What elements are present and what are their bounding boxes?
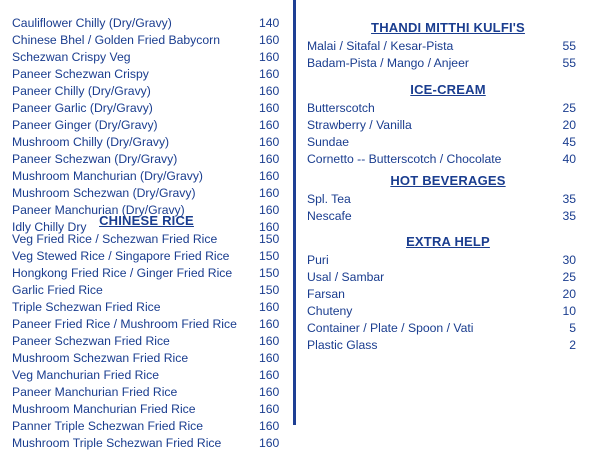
item-name: Mushroom Manchurian (Dry/Gravy) — [12, 169, 203, 183]
item-name: Usal / Sambar — [307, 270, 385, 284]
item-name: Paneer Schezwan Fried Rice — [12, 334, 170, 348]
section-heading: CHINESE RICE — [99, 213, 194, 228]
menu-item — [0, 49, 293, 66]
item-price: 150 — [259, 232, 280, 246]
item-price: 150 — [259, 249, 280, 263]
item-price: 160 — [259, 84, 280, 98]
item-price: 30 — [562, 253, 576, 267]
item-name: Spl. Tea — [307, 192, 351, 206]
chinese-rice-section — [0, 211, 293, 452]
item-name: Mushroom Schezwan (Dry/Gravy) — [12, 186, 196, 200]
item-price: 35 — [562, 192, 576, 206]
item-price: 140 — [259, 16, 280, 30]
menu-item — [0, 100, 293, 117]
section-heading: EXTRA HELP — [406, 234, 490, 249]
item-price: 35 — [562, 209, 576, 223]
menu-item — [296, 303, 600, 320]
item-name: Chuteny — [307, 304, 353, 318]
kulfi-section — [296, 18, 600, 72]
item-price: 160 — [259, 368, 280, 382]
item-name: Idly Chilly Dry — [12, 220, 87, 234]
menu-item — [296, 117, 600, 134]
item-price: 150 — [259, 283, 280, 297]
menu-item — [0, 231, 293, 248]
menu-item — [0, 299, 293, 316]
item-price: 160 — [259, 203, 280, 217]
item-price: 160 — [259, 169, 280, 183]
item-name: Mushroom Chilly (Dry/Gravy) — [12, 135, 170, 149]
menu-item — [0, 32, 293, 49]
item-price: 160 — [259, 385, 280, 399]
item-price: 160 — [259, 67, 280, 81]
menu-item — [0, 168, 293, 185]
item-name: Mushroom Manchurian Fried Rice — [12, 402, 196, 416]
item-name: Garlic Fried Rice — [12, 283, 103, 297]
item-price: 160 — [259, 317, 280, 331]
item-price: 160 — [259, 402, 280, 416]
item-price: 55 — [562, 39, 576, 53]
menu-item — [296, 191, 600, 208]
menu-item — [296, 337, 600, 354]
menu-item — [0, 15, 293, 32]
item-name: Hongkong Fried Rice / Ginger Fried Rice — [12, 266, 233, 280]
menu-item — [0, 83, 293, 100]
menu-item — [0, 384, 293, 401]
item-name: Panner Triple Schezwan Fried Rice — [12, 419, 204, 433]
item-name: Veg Fried Rice / Schezwan Fried Rice — [12, 232, 218, 246]
menu-item — [296, 134, 600, 151]
item-name: Malai / Sitafal / Kesar-Pista — [307, 39, 454, 53]
item-price: 25 — [562, 101, 576, 115]
chinese-starters-section — [0, 15, 293, 236]
item-name: Container / Plate / Spoon / Vati — [307, 321, 474, 335]
menu-item — [0, 401, 293, 418]
item-name: Paneer Ginger (Dry/Gravy) — [12, 118, 158, 132]
item-price: 20 — [562, 287, 576, 301]
item-price: 160 — [259, 419, 280, 433]
item-name: Paneer Schezwan (Dry/Gravy) — [12, 152, 178, 166]
item-price: 160 — [259, 334, 280, 348]
item-price: 160 — [259, 101, 280, 115]
item-name: Sundae — [307, 135, 350, 149]
menu-item — [0, 418, 293, 435]
menu-item — [296, 208, 600, 225]
menu-item — [0, 248, 293, 265]
item-name: Butterscotch — [307, 101, 375, 115]
item-price: 25 — [562, 270, 576, 284]
item-name: Paneer Fried Rice / Mushroom Fried Rice — [12, 317, 237, 331]
item-price: 10 — [562, 304, 576, 318]
ice-cream-section — [296, 80, 600, 168]
menu-item — [0, 350, 293, 367]
item-name: Paneer Chilly (Dry/Gravy) — [12, 84, 151, 98]
hot-beverages-section — [296, 171, 600, 225]
item-name: Veg Stewed Rice / Singapore Fried Rice — [12, 249, 230, 263]
item-name: Farsan — [307, 287, 345, 301]
item-price: 160 — [259, 186, 280, 200]
item-price: 45 — [562, 135, 576, 149]
item-name: Schezwan Crispy Veg — [12, 50, 131, 64]
menu-item — [0, 333, 293, 350]
item-price: 160 — [259, 152, 280, 166]
section-heading: ICE-CREAM — [410, 82, 486, 97]
item-name: Veg Manchurian Fried Rice — [12, 368, 159, 382]
item-price: 160 — [259, 220, 280, 234]
item-name: Paneer Manchurian (Dry/Gravy) — [12, 203, 185, 217]
menu-item — [296, 55, 600, 72]
item-price: 55 — [562, 56, 576, 70]
item-name: Triple Schezwan Fried Rice — [12, 300, 161, 314]
menu-item — [0, 134, 293, 151]
item-price: 150 — [259, 266, 280, 280]
item-name: Mushroom Triple Schezwan Fried Rice — [12, 436, 222, 450]
item-price: 160 — [259, 300, 280, 314]
menu-item — [296, 151, 600, 168]
item-price: 160 — [259, 118, 280, 132]
menu-item — [296, 38, 600, 55]
item-name: Badam-Pista / Mango / Anjeer — [307, 56, 469, 70]
item-name: Mushroom Schezwan Fried Rice — [12, 351, 189, 365]
item-price: 160 — [259, 351, 280, 365]
item-name: Plastic Glass — [307, 338, 378, 352]
menu-item — [296, 252, 600, 269]
item-price: 160 — [259, 436, 280, 450]
menu-item — [0, 367, 293, 384]
menu-item — [0, 185, 293, 202]
item-price: 160 — [259, 135, 280, 149]
section-heading: HOT BEVERAGES — [390, 173, 506, 188]
section-heading: THANDI MITTHI KULFI'S — [371, 20, 525, 35]
item-price: 5 — [569, 321, 576, 335]
item-name: Cauliflower Chilly (Dry/Gravy) — [12, 16, 172, 30]
extra-help-section — [296, 232, 600, 354]
menu-item — [296, 320, 600, 337]
item-name: Strawberry / Vanilla — [307, 118, 412, 132]
item-price: 40 — [562, 152, 576, 166]
item-price: 2 — [569, 338, 576, 352]
item-name: Cornetto -- Butterscotch / Chocolate — [307, 152, 502, 166]
menu-item — [296, 286, 600, 303]
menu-item — [0, 316, 293, 333]
item-name: Paneer Garlic (Dry/Gravy) — [12, 101, 153, 115]
item-price: 20 — [562, 118, 576, 132]
menu-item — [0, 151, 293, 168]
item-name: Paneer Schezwan Crispy — [12, 67, 149, 81]
item-name: Paneer Manchurian Fried Rice — [12, 385, 178, 399]
item-name: Nescafe — [307, 209, 352, 223]
item-price: 160 — [259, 33, 280, 47]
menu-item — [0, 265, 293, 282]
item-name: Puri — [307, 253, 329, 267]
item-price: 160 — [259, 50, 280, 64]
menu-item — [296, 269, 600, 286]
menu-item — [296, 100, 600, 117]
menu-item — [0, 117, 293, 134]
menu-item — [0, 66, 293, 83]
menu-item — [0, 435, 293, 452]
menu-item — [0, 282, 293, 299]
item-name: Chinese Bhel / Golden Fried Babycorn — [12, 33, 220, 47]
